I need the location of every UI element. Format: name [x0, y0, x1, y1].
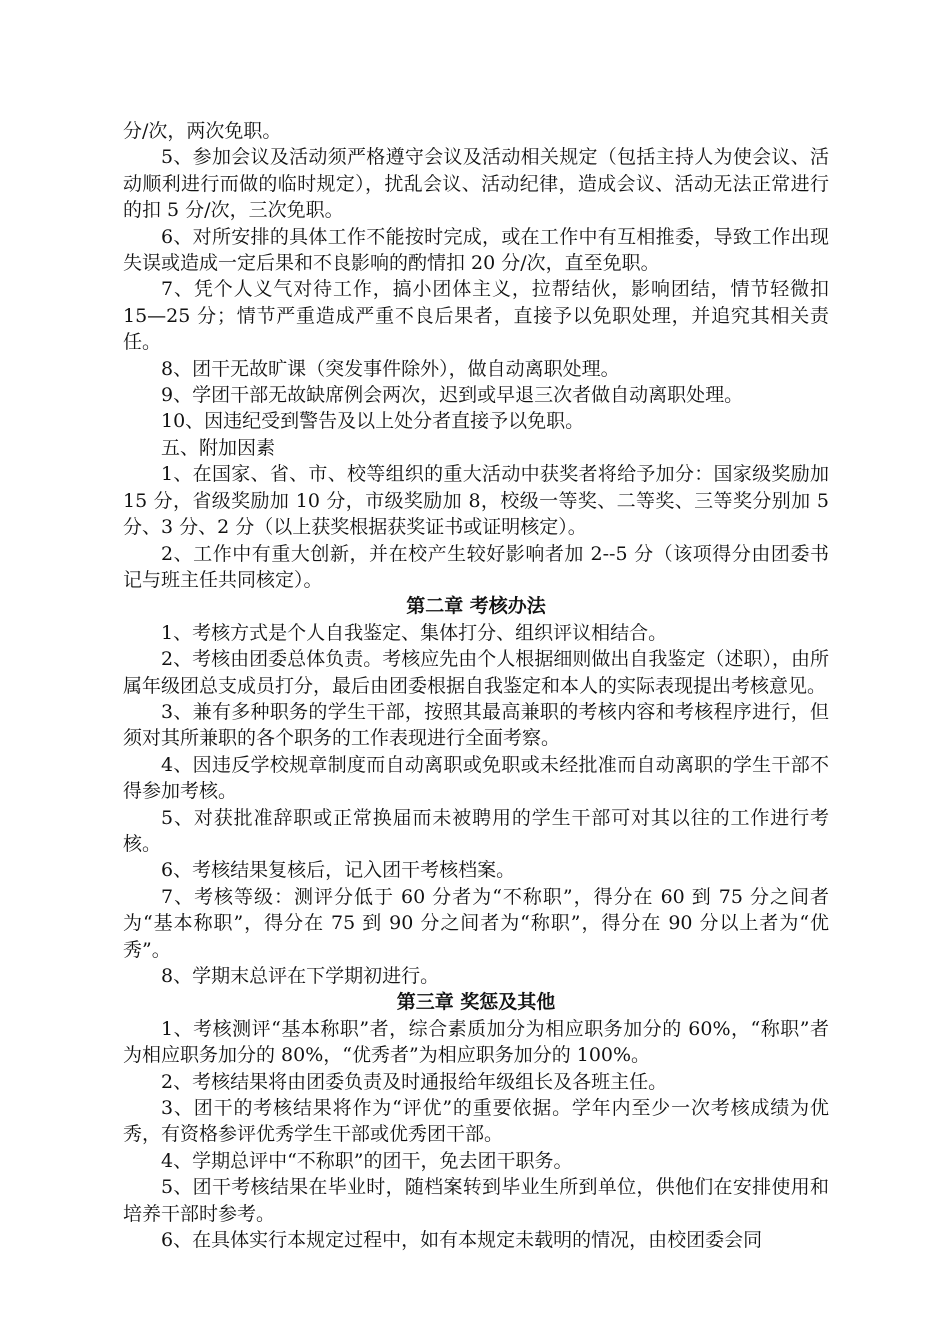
rule-item-7: 7、凭个人义气对待工作，搞小团体主义，拉帮结伙，影响团结，情节轻微扣 15—25 分；情节严重造成严重不良后果者，直接予以免职处理，并追究其相关责任。 [123, 278, 829, 354]
chapter-2-item: 4、因违反学校规章制度而自动离职或免职或未经批准而自动离职的学生干部不得参加考核。 [123, 753, 829, 803]
rule-item-5: 5、参加会议及活动须严格遵守会议及活动相关规定（包括主持人为使会议、活动顺利进行而做的临时规定），扰乱会议、活动纪律，造成会议、活动无法正常进行的扣 5 分/次，三次免职。 [123, 146, 829, 222]
chapter-3-item: 2、考核结果将由团委负责及时通报给年级组长及各班主任。 [161, 1070, 668, 1093]
rule-item-8: 8、团干无故旷课（突发事件除外），做自动离职处理。 [161, 357, 620, 380]
chapter-2-item: 6、考核结果复核后，记入团干考核档案。 [161, 859, 516, 882]
document-page [123, 118, 829, 1253]
paragraph-continuation: 分/次，两次免职。 [123, 120, 282, 142]
chapter-2-title: 第二章 考核办法 [406, 595, 546, 618]
subsection-heading: 五、附加因素 [161, 436, 276, 459]
chapter-2-item: 2、考核由团委总体负责。考核应先由个人根据细则做出自我鉴定（述职），由所属年级团总支成员打分，最后由团委根据自我鉴定和本人的实际表现提出考核意见。 [123, 648, 829, 697]
chapter-3-item: 6、在具体实行本规定过程中，如有本规定未载明的情况，由校团委会同 [161, 1229, 763, 1252]
rule-item-6: 6、对所安排的具体工作不能按时完成，或在工作中有互相推委，导致工作出现失误或造成一定后果和不良影响的酌情扣 20 分/次，直至免职。 [123, 225, 829, 275]
chapter-3-item: 1、考核测评“基本称职”者，综合素质加分为相应职务加分的 60%，“称职”者为相应职务加分的 80%，“优秀者”为相应职务加分的 100%。 [123, 1017, 829, 1067]
bonus-item-2: 2、工作中有重大创新，并在校产生较好影响者加 2--5 分（该项得分由团委书记与班主任共同核定）。 [123, 542, 829, 591]
chapter-2-item: 3、兼有多种职务的学生干部，按照其最高兼职的考核内容和考核程序进行，但须对其所兼职的各个职务的工作表现进行全面考察。 [123, 700, 829, 750]
chapter-2-item: 7、考核等级：测评分低于 60 分者为“不称职”，得分在 60 到 75 分之间者为“基本称职”，得分在 75 到 90 分之间者为“称职”，得分在 90 分以上者为“优秀”。 [123, 885, 829, 961]
chapter-2-item: 1、考核方式是个人自我鉴定、集体打分、组织评议相结合。 [161, 621, 668, 644]
rule-item-9: 9、学团干部无故缺席例会两次，迟到或早退三次者做自动离职处理。 [161, 384, 744, 407]
rule-item-10: 10、因违纪受到警告及以上处分者直接予以免职。 [161, 410, 585, 433]
chapter-3-item: 3、团干的考核结果将作为“评优”的重要依据。学年内至少一次考核成绩为优秀，有资格参评优秀学生干部或优秀团干部。 [123, 1097, 829, 1146]
chapter-2-item: 5、对获批准辞职或正常换届而未被聘用的学生干部可对其以往的工作进行考核。 [123, 806, 829, 855]
chapter-2-item: 8、学期末总评在下学期初进行。 [161, 965, 440, 987]
chapter-3-item: 4、学期总评中“不称职”的团干，免去团干职务。 [161, 1149, 573, 1172]
chapter-3-item: 5、团干考核结果在毕业时，随档案转到毕业生所到单位，供他们在安排使用和培养干部时参考。 [123, 1176, 829, 1225]
bonus-item-1: 1、在国家、省、市、校等组织的重大活动中获奖者将给予加分：国家级奖励加 15 分，省级奖励加 10 分，市级奖励加 8，校级一等奖、二等奖、三等奖分别加 5 分、3 分、2 分（以上获奖根据获奖证书或证明核定）。 [123, 463, 829, 539]
chapter-3-title: 第三章 奖惩及其他 [396, 991, 556, 1014]
